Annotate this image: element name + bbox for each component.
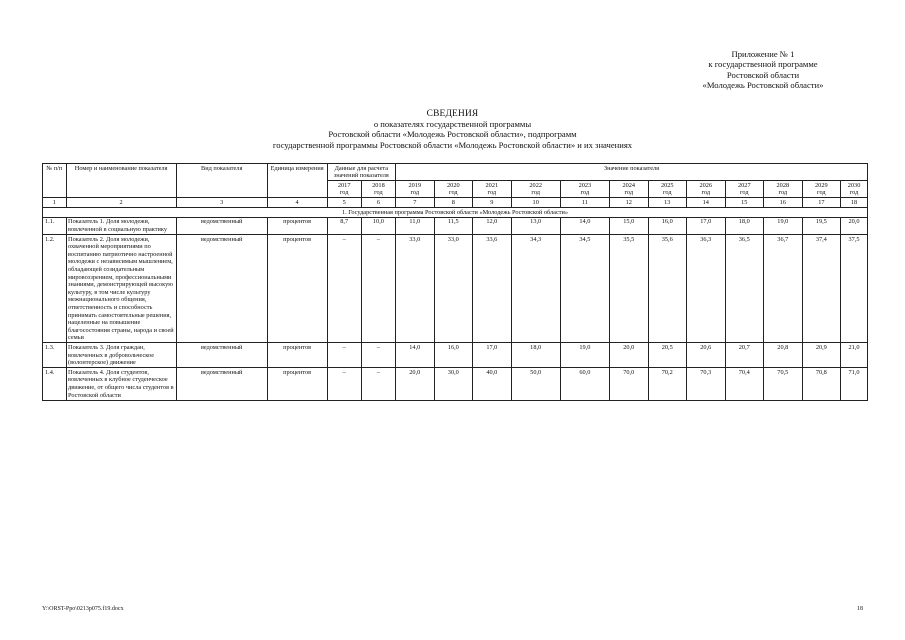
- row-number: 1.3.: [43, 343, 67, 368]
- indicator-type: ведомственный: [176, 368, 267, 400]
- column-number: 17: [802, 198, 841, 208]
- indicator-value: 36,3: [687, 235, 726, 343]
- indicator-value: 70,5: [764, 368, 803, 400]
- table-row: [43, 343, 868, 368]
- indicator-value: 20,6: [687, 343, 726, 368]
- appendix-line-2: к государственной программе: [708, 59, 818, 70]
- indicator-value: –: [327, 343, 361, 368]
- year-word: год: [778, 189, 788, 197]
- column-number: 9: [473, 198, 512, 208]
- appendix-line-3: Ростовской области: [726, 69, 800, 80]
- indicator-value: 20,0: [841, 217, 868, 234]
- indicator-value: 34,3: [511, 235, 560, 343]
- indicator-type: ведомственный: [176, 235, 267, 343]
- footer-file-path: Y:\ORST-Ppo\0213p075.f19.docx: [42, 606, 124, 612]
- indicator-value: 15,0: [610, 217, 649, 234]
- column-number: 11: [560, 198, 609, 208]
- indicator-value: 20,7: [725, 343, 764, 368]
- year-header-2028: [764, 181, 803, 198]
- indicator-value: 8,7: [327, 217, 361, 234]
- indicator-value: 19,5: [802, 217, 841, 234]
- heading-line-2: Ростовской области «Молодежь Ростовской области», подпрограмм: [328, 129, 577, 140]
- column-number: 14: [687, 198, 726, 208]
- column-number: 1: [43, 198, 67, 208]
- indicator-value: 35,6: [648, 235, 687, 343]
- year-value: 2028: [776, 181, 790, 189]
- table-row: [43, 368, 868, 400]
- indicator-value: 11,0: [396, 217, 435, 234]
- year-header-2024: [610, 181, 649, 198]
- section-title: 1. Государственная программа Ростовской области «Молодежь Ростовской области»: [43, 208, 868, 218]
- column-number: 15: [725, 198, 764, 208]
- indicator-value: 12,0: [473, 217, 512, 234]
- column-number: 12: [610, 198, 649, 208]
- year-value: 2017: [337, 181, 351, 189]
- year-header-2017: [327, 181, 361, 198]
- column-number: 8: [434, 198, 473, 208]
- indicator-value: 20,5: [648, 343, 687, 368]
- year-word: год: [662, 189, 672, 197]
- indicator-name: Показатель 1. Доля молодежи, вовлеченной в социальную практику: [66, 217, 176, 234]
- indicator-value: 36,5: [725, 235, 764, 343]
- year-word: год: [580, 189, 590, 197]
- page-number: 18: [857, 606, 863, 612]
- year-value: 2020: [447, 181, 460, 189]
- indicator-unit: процентов: [267, 235, 327, 343]
- indicator-value: 19,0: [764, 217, 803, 234]
- indicator-value: 50,0: [511, 368, 560, 400]
- indicator-value: 70,8: [802, 368, 841, 400]
- column-number: 13: [648, 198, 687, 208]
- indicator-value: 70,0: [610, 368, 649, 400]
- indicator-value: 36,7: [764, 235, 803, 343]
- indicator-value: 20,0: [610, 343, 649, 368]
- column-number: 10: [511, 198, 560, 208]
- year-word: год: [624, 189, 634, 197]
- table-body: [43, 217, 868, 400]
- document-heading: [0, 109, 905, 150]
- indicator-value: 33,0: [396, 235, 435, 343]
- header-type: Вид показателя: [176, 164, 267, 198]
- appendix-block: [663, 49, 863, 91]
- indicator-value: 16,0: [434, 343, 473, 368]
- indicator-value: 70,4: [725, 368, 764, 400]
- column-number: 7: [396, 198, 435, 208]
- year-header-2025: [648, 181, 687, 198]
- indicator-value: –: [361, 235, 395, 343]
- indicator-value: –: [327, 235, 361, 343]
- indicator-type: ведомственный: [176, 217, 267, 234]
- indicator-name: Показатель 2. Доля молодежи, охваченной мероприятиями по воспитанию патриотично настроенной молодежи с независимым мышлением, обладающей созидательным мировоззрением, профессиональными знаниями, демонстрирующей высокую культуру, в том числе культуру межнационального общения, ответственность и способность принимать самостоятельные решения, нацеленные на повышение благосостояния страны, народа и своей семьи: [66, 235, 176, 343]
- indicator-value: –: [361, 368, 395, 400]
- column-number: 6: [361, 198, 395, 208]
- year-value: 2025: [660, 181, 674, 189]
- header-num: № п/п: [43, 164, 67, 198]
- header-unit: Единица измерения: [267, 164, 327, 198]
- indicator-unit: процентов: [267, 217, 327, 234]
- indicator-value: 33,6: [473, 235, 512, 343]
- indicator-value: 40,0: [473, 368, 512, 400]
- document-title: СВЕДЕНИЯ: [426, 109, 479, 119]
- year-word: год: [339, 189, 349, 197]
- year-header-2027: [725, 181, 764, 198]
- column-number: 5: [327, 198, 361, 208]
- year-header-2026: [687, 181, 726, 198]
- indicator-name: Показатель 3. Доля граждан, вовлеченных в добровольческое (волонтерское) движение: [66, 343, 176, 368]
- column-number: 4: [267, 198, 327, 208]
- indicator-value: 13,0: [511, 217, 560, 234]
- indicator-value: 11,5: [434, 217, 473, 234]
- year-word: год: [531, 189, 540, 197]
- year-header-2020: [434, 181, 473, 198]
- year-word: год: [740, 189, 749, 197]
- year-header-2019: [396, 181, 435, 198]
- indicator-value: 20,9: [802, 343, 841, 368]
- year-word: год: [449, 189, 458, 197]
- indicator-value: –: [327, 368, 361, 400]
- column-numbers-row: [43, 198, 868, 208]
- appendix-line-4: «Молодежь Ростовской области»: [702, 80, 824, 91]
- year-value: 2026: [699, 181, 713, 189]
- indicator-value: 18,0: [511, 343, 560, 368]
- year-value: 2030: [847, 181, 861, 189]
- indicator-value: 70,3: [687, 368, 726, 400]
- indicator-value: 18,0: [725, 217, 764, 234]
- year-word: год: [374, 189, 383, 197]
- heading-line-1: о показателях государственной программы: [373, 119, 532, 130]
- indicator-type: ведомственный: [176, 343, 267, 368]
- header-row-top: [43, 164, 868, 181]
- indicator-value: 20,8: [764, 343, 803, 368]
- indicator-value: 30,0: [434, 368, 473, 400]
- year-word: год: [817, 189, 826, 197]
- year-header-2030: [841, 181, 868, 198]
- section-row: [43, 208, 868, 218]
- heading-line-3: государственной программы Ростовской области «Молодежь Ростовской области» и их значениях: [272, 139, 633, 150]
- year-header-2023: [560, 181, 609, 198]
- indicators-table: [42, 163, 868, 401]
- year-value: 2027: [738, 181, 751, 189]
- row-number: 1.2.: [43, 235, 67, 343]
- year-header-2029: [802, 181, 841, 198]
- indicator-value: 35,5: [610, 235, 649, 343]
- indicator-value: 17,0: [473, 343, 512, 368]
- year-header-2022: [511, 181, 560, 198]
- year-value: 2018: [372, 181, 385, 189]
- indicator-value: 60,0: [560, 368, 609, 400]
- indicator-unit: процентов: [267, 343, 327, 368]
- indicator-value: 71,0: [841, 368, 868, 400]
- header-values: Значение показателя: [396, 164, 868, 181]
- indicator-value: 21,0: [841, 343, 868, 368]
- year-value: 2021: [485, 181, 499, 189]
- year-header-2021: [473, 181, 512, 198]
- year-value: 2022: [529, 181, 542, 189]
- appendix-line-1: Приложение № 1: [731, 49, 795, 59]
- column-number: 3: [176, 198, 267, 208]
- indicator-value: 14,0: [396, 343, 435, 368]
- indicator-value: 34,5: [560, 235, 609, 343]
- indicator-value: 70,2: [648, 368, 687, 400]
- indicator-value: 14,0: [560, 217, 609, 234]
- year-value: 2019: [408, 181, 422, 189]
- indicator-value: 10,0: [361, 217, 395, 234]
- row-number: 1.1.: [43, 217, 67, 234]
- column-number: 2: [66, 198, 176, 208]
- row-number: 1.4.: [43, 368, 67, 400]
- indicator-value: 33,0: [434, 235, 473, 343]
- year-word: год: [410, 189, 420, 197]
- column-number: 18: [841, 198, 868, 208]
- header-calc-data: Данные для расчета значений показателя: [327, 164, 395, 181]
- year-value: 2029: [815, 181, 828, 189]
- indicator-value: 37,4: [802, 235, 841, 343]
- year-word: год: [487, 189, 497, 197]
- year-value: 2024: [622, 181, 636, 189]
- indicator-value: 16,0: [648, 217, 687, 234]
- year-word: год: [701, 189, 711, 197]
- indicator-name: Показатель 4. Доля студентов, вовлеченных в клубное студенческое движение, от общего числа студентов в Ростовской области: [66, 368, 176, 400]
- indicator-value: –: [361, 343, 395, 368]
- indicator-value: 20,0: [396, 368, 435, 400]
- header-name: Номер и наименование показателя: [66, 164, 176, 198]
- year-header-2018: [361, 181, 395, 198]
- column-number: 16: [764, 198, 803, 208]
- indicator-value: 17,0: [687, 217, 726, 234]
- year-value: 2023: [578, 181, 592, 189]
- indicator-unit: процентов: [267, 368, 327, 400]
- indicator-value: 37,5: [841, 235, 868, 343]
- year-word: год: [849, 189, 859, 197]
- table-row: [43, 217, 868, 234]
- table-row: [43, 235, 868, 343]
- indicator-value: 19,0: [560, 343, 609, 368]
